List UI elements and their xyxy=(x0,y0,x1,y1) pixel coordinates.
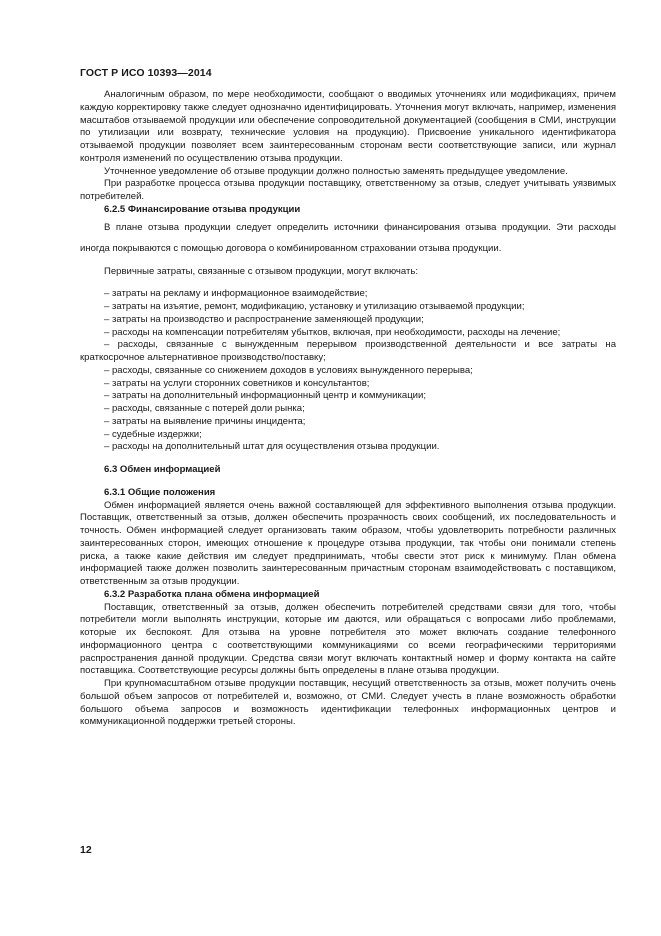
section-heading-6-3-2: 6.3.2 Разработка плана обмена информацией xyxy=(104,588,320,600)
list-item: – затраты на производство и распространение заменяющей продукции; xyxy=(80,314,616,327)
list-item: – расходы на компенсации потребителям убытков, включая, при необходимости, расходы на лечение; xyxy=(80,327,616,340)
paragraph: Обмен информацией является очень важной составляющей для эффективного выполнения отзыва продукции. Поставщик, ответственный за отзыв, должен обеспечить прозрачность своих сообщений, их последовательность и точность. Обмен информацией следует организовать таким образом, чтобы удовлетворить потребности различных заинтересованных сторон, имеющих отношение к процедуре отзыва продукции, так чтобы они понимали степень риска, а также какие действия им следует предпринимать, чтобы свести этот риск к минимуму. План обмена информацией также должен позволить заинтересованным причастным сторонам взаимодействовать с поставщиком, ответственным за отзыв продукции. xyxy=(80,499,616,587)
list-item: – судебные издержки; xyxy=(80,429,616,442)
paragraph: Уточненное уведомление об отзыве продукции должно полностью заменять предыдущее уведомление. xyxy=(104,165,568,177)
section-heading-6-3-1: 6.3.1 Общие положения xyxy=(104,486,216,498)
paragraph: Поставщик, ответственный за отзыв, должен обеспечить потребителей средствами связи для того, чтобы потребители могли выполнять инструкции, которые им даются, или обращаться с вопросами либо проблемами, которые их беспокоят. Для отзыва на уровне потребителя это может включать создание телефонного информационного центра с соответствующими коммуникациями со всеми географическими территориями распространения данной продукции. Средства связи могут включать контактный номер и форму контакта на сайте поставщика. Соответствующие ресурсы должны быть определены в плане отзыва продукции. xyxy=(80,601,616,677)
paragraph: Первичные затраты, связанные с отзывом продукции, могут включать: xyxy=(104,265,418,277)
list-item: – затраты на изъятие, ремонт, модификацию, установку и утилизацию отзываемой продукции; xyxy=(80,301,616,314)
list-item: – расходы, связанные с потерей доли рынка; xyxy=(80,403,616,416)
paragraph: В плане отзыва продукции следует определить источники финансирования отзыва продукции. Эти расходы иногда покрываются с помощью договора о комбинированном страховании отзыва продукции. xyxy=(80,221,616,254)
list-item: – затраты на услуги сторонних советников и консультантов; xyxy=(80,378,616,391)
paragraph: Аналогичным образом, по мере необходимости, сообщают о вводимых уточнениях или модификациях, причем каждую корректировку также следует однозначно идентифицировать. Уточнения могут включать, например, изменения масштабов отзываемой продукции или обеспечение сопроводительной документацией (сообщения в СМИ, инструкции по утилизации или возврату, технические условия на продукцию). Присвоение уникального идентификатора отзываемой продукции позволяет всем заинтересованным сторонам вести соответствующие записи, или журнал контроля изменений по осуществлению отзыва продукции. xyxy=(80,89,616,164)
list-item: – затраты на дополнительный информационный центр и коммуникации; xyxy=(80,390,616,403)
paragraph: При крупномасштабном отзыве продукции поставщик, несущий ответственность за отзыв, может получить очень большой объем запросов от потребителей и, возможно, от СМИ. Следует учесть в плане возможность обработки большого объема запросов и возможность идентификации телефонных информационных центров и коммуникационной поддержки третьей стороны. xyxy=(80,678,616,728)
section-heading-6-3: 6.3 Обмен информацией xyxy=(104,464,221,475)
list-item: – затраты на выявление причины инцидента; xyxy=(80,416,616,429)
list-item: – затраты на рекламу и информационное взаимодействие; xyxy=(80,288,616,301)
document-body xyxy=(80,89,616,729)
page-number: 12 xyxy=(80,844,92,856)
section-heading-6-2-5: 6.2.5 Финансирование отзыва продукции xyxy=(104,203,301,215)
document-header: ГОСТ Р ИСО 10393—2014 xyxy=(80,67,212,79)
list-item: – расходы, связанные с вынужденным перерывом производственной деятельности и все затраты на краткосрочное альтернативное производство/поставку; xyxy=(80,339,616,365)
list-item: – расходы на дополнительный штат для осуществления отзыва продукции. xyxy=(80,441,616,454)
list-item: – расходы, связанные со снижением доходов в условиях вынужденного перерыва; xyxy=(80,365,616,378)
cost-list xyxy=(80,288,616,454)
paragraph: При разработке процесса отзыва продукции поставщику, ответственному за отзыв, следует учитывать уязвимых потребителей. xyxy=(80,178,616,202)
